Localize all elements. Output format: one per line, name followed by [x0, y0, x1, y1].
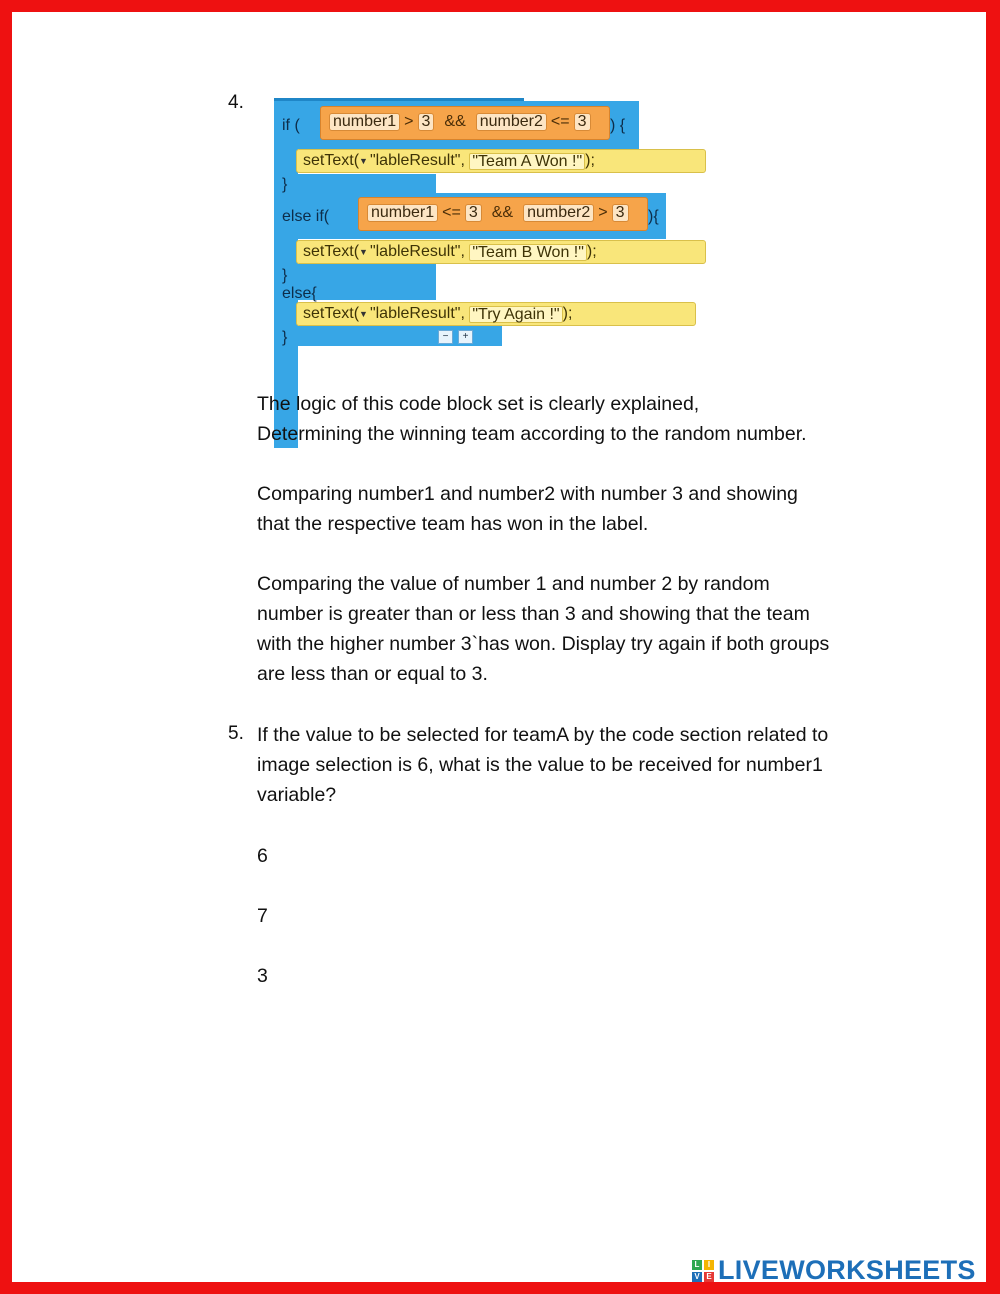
- stmt1-end: );: [585, 152, 595, 169]
- dropdown-triangle-icon: ▼: [359, 247, 368, 257]
- answer-option-2-line-1: Comparing number1 and number2 with number 3 and showing: [257, 483, 798, 505]
- answer-option-2-line-2: that the respective team has won in the label.: [257, 513, 649, 535]
- answer-option-3-line-4: are less than or equal to 3.: [257, 663, 488, 685]
- question-4-number: 4.: [228, 92, 244, 113]
- answer-option-3[interactable]: [257, 569, 897, 689]
- if-open-brace: ) {: [610, 117, 626, 134]
- close-brace-1: }: [282, 176, 288, 193]
- cond1-var-a: number1: [329, 113, 400, 131]
- stmt2-fn: setText(: [303, 243, 360, 260]
- stmt3-arg2: "Try Again !": [469, 306, 562, 323]
- stmt2-arg2: "Team B Won !": [469, 244, 587, 261]
- elseif-condition: [358, 197, 648, 231]
- question-5-line-2: image selection is 6, what is the value to be received for number1: [257, 754, 823, 776]
- cond2-join: &&: [491, 204, 514, 221]
- cond1-op1: >: [404, 113, 414, 130]
- cond1-var-b: number2: [476, 113, 547, 131]
- answer-option-3-line-1: Comparing the value of number 1 and number 2 by random: [257, 573, 770, 595]
- elseif-open-brace: ){: [648, 208, 659, 225]
- stmt1-fn: setText(: [303, 152, 360, 169]
- cond2-var-a: number1: [367, 204, 438, 222]
- if-block-footer: [274, 174, 436, 194]
- question-5-line-3: variable?: [257, 784, 337, 806]
- stmt3-arg1: "lableResult",: [369, 305, 465, 322]
- cond1-val1: 3: [418, 113, 435, 131]
- else-keyword: else{: [282, 285, 317, 302]
- q5-option-3[interactable]: 3: [257, 965, 268, 987]
- if-keyword: if (: [282, 117, 300, 134]
- cond2-val2: 3: [612, 204, 629, 222]
- elseif-keyword: else if(: [282, 208, 330, 225]
- answer-option-3-line-3: with the higher number 3`has won. Display try again if both groups: [257, 633, 830, 655]
- close-brace-3: }: [282, 329, 288, 346]
- question-5-text: [257, 720, 897, 810]
- expand-plus-button[interactable]: +: [458, 330, 473, 344]
- close-brace-2: }: [282, 267, 288, 284]
- liveworksheets-logo: [692, 1255, 976, 1286]
- question-5-number: 5.: [228, 723, 244, 744]
- cond2-var-b: number2: [523, 204, 594, 222]
- cond2-val1: 3: [465, 204, 482, 222]
- q5-option-1[interactable]: 6: [257, 845, 268, 867]
- answer-option-1-line-2: Determining the winning team according to the random number.: [257, 423, 807, 445]
- question-5-line-1: If the value to be selected for teamA by the code section related to: [257, 724, 829, 746]
- settext-statement-2: [296, 240, 706, 264]
- answer-option-1[interactable]: [257, 389, 897, 449]
- logo-squares-icon: L I V E: [692, 1260, 714, 1282]
- collapse-minus-button[interactable]: −: [438, 330, 453, 344]
- cond1-op2: <=: [550, 113, 570, 130]
- stmt2-end: );: [586, 243, 597, 260]
- q5-option-2[interactable]: 7: [257, 905, 268, 927]
- stmt3-end: );: [562, 305, 573, 322]
- answer-option-1-line-1: The logic of this code block set is clearly explained,: [257, 393, 700, 415]
- dropdown-triangle-icon: ▼: [359, 156, 368, 166]
- if-condition: [320, 106, 610, 140]
- cond2-op2: >: [598, 204, 608, 221]
- stmt1-arg1: "lableResult",: [369, 152, 465, 169]
- answer-option-3-line-2: number is greater than or less than 3 and showing that the team: [257, 603, 810, 625]
- settext-statement-3: [296, 302, 696, 326]
- cond1-val2: 3: [574, 113, 591, 131]
- stmt1-arg2: "Team A Won !": [469, 153, 585, 170]
- stmt3-fn: setText(: [303, 305, 360, 322]
- cond2-op1: <=: [442, 204, 461, 221]
- cond1-join: &&: [444, 113, 466, 130]
- logo-text: LIVEWORKSHEETS: [718, 1255, 976, 1285]
- answer-option-2[interactable]: [257, 479, 897, 539]
- dropdown-triangle-icon: ▼: [359, 309, 368, 319]
- code-blocks: [274, 98, 706, 348]
- settext-statement-1: [296, 149, 706, 173]
- stmt2-arg1: "lableResult",: [369, 243, 465, 260]
